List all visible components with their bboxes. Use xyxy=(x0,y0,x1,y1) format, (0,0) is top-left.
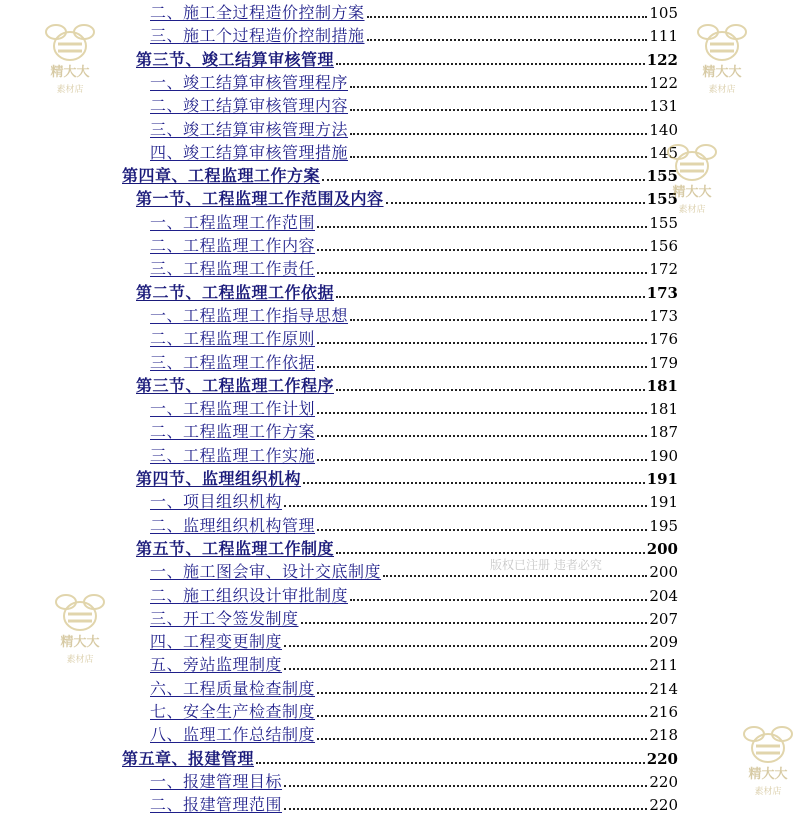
dot-leader xyxy=(350,319,647,321)
toc-entry-title[interactable]: 第四章、工程监理工作方案 xyxy=(122,166,321,186)
toc-entry-page-number: 179 xyxy=(649,353,678,372)
toc-entry-title[interactable]: 二、监理组织机构管理 xyxy=(150,515,316,535)
toc-entry-item[interactable] xyxy=(150,629,678,651)
watermark-logo xyxy=(48,590,112,668)
toc-entry-item[interactable] xyxy=(150,489,678,511)
toc-entry-page-number: 209 xyxy=(649,633,678,652)
toc-entry-page-number: 211 xyxy=(649,656,678,675)
toc-entry-page-number: 190 xyxy=(649,446,678,465)
toc-entry-item[interactable] xyxy=(150,350,678,372)
watermark-subtext: 素材店 xyxy=(56,85,84,95)
toc-entry-page-number: 200 xyxy=(646,539,678,558)
watermark-logo xyxy=(736,722,800,800)
toc-entry-page-number: 140 xyxy=(649,120,678,139)
dot-leader xyxy=(336,63,645,65)
watermark-text: 精大大 xyxy=(50,65,90,80)
toc-entry-item[interactable] xyxy=(150,326,678,348)
toc-entry-title[interactable]: 三、竣工结算审核管理方法 xyxy=(150,119,349,139)
toc-entry-page-number: 220 xyxy=(649,772,678,791)
toc-entry-page-number: 173 xyxy=(646,283,678,302)
toc-entry-chapter[interactable] xyxy=(122,746,678,768)
toc-entry-title[interactable]: 五、旁站监理制度 xyxy=(150,655,283,675)
toc-entry-title[interactable]: 二、工程监理工作内容 xyxy=(150,236,316,255)
watermark-text: 精大大 xyxy=(702,65,742,80)
toc-entry-title[interactable]: 四、竣工结算审核管理措施 xyxy=(150,142,349,162)
toc-entry-item[interactable] xyxy=(150,23,678,45)
toc-entry-page-number: 155 xyxy=(646,190,678,209)
toc-entry-page-number: 181 xyxy=(646,376,678,395)
dot-leader xyxy=(317,435,647,437)
toc-entry-title[interactable]: 第五节、工程监理工作制度 xyxy=(136,538,335,558)
toc-entry-title[interactable]: 第三节、竣工结算审核管理 xyxy=(136,49,335,69)
toc-entry-page-number: 220 xyxy=(649,796,678,814)
toc-entry-section[interactable] xyxy=(136,280,678,302)
dot-leader xyxy=(317,412,647,414)
toc-entry-page-number: 173 xyxy=(649,306,678,325)
toc-entry-section[interactable] xyxy=(136,466,678,488)
toc-entry-section[interactable] xyxy=(136,536,678,558)
dot-leader xyxy=(367,39,648,41)
toc-entry-title[interactable]: 第三节、工程监理工作程序 xyxy=(136,375,335,395)
toc-entry-item[interactable] xyxy=(150,606,678,628)
toc-entry-page-number: 191 xyxy=(649,493,678,512)
toc-entry-title[interactable]: 一、施工图会审、设计交底制度 xyxy=(150,562,382,582)
toc-entry-item[interactable] xyxy=(150,699,678,721)
toc-entry-page-number: 204 xyxy=(649,586,678,605)
dot-leader xyxy=(336,296,645,298)
toc-entry-item[interactable] xyxy=(150,513,678,535)
watermark-stamp: 版权已注册 违者必究 xyxy=(490,558,602,572)
dot-leader xyxy=(367,16,648,18)
dot-leader xyxy=(317,529,647,531)
toc-entry-item[interactable] xyxy=(150,70,678,92)
dot-leader xyxy=(350,86,647,88)
toc-entry-page-number: 220 xyxy=(646,749,678,768)
dot-leader xyxy=(317,738,647,740)
toc-entry-page-number: 218 xyxy=(649,726,678,745)
toc-entry-title[interactable]: 二、施工全过程造价控制方案 xyxy=(150,3,365,22)
dot-leader xyxy=(284,808,647,810)
toc-entry-section[interactable] xyxy=(136,47,678,69)
dot-leader xyxy=(317,342,647,344)
toc-entry-title[interactable]: 三、工程监理工作依据 xyxy=(150,352,316,372)
toc-entry-title[interactable]: 三、施工个过程造价控制措施 xyxy=(150,26,365,46)
dot-leader xyxy=(317,692,647,694)
bee-icon xyxy=(48,590,112,638)
toc-entry-title[interactable]: 二、施工组织设计审批制度 xyxy=(150,585,349,605)
toc-entry-title[interactable]: 二、报建管理范围 xyxy=(150,795,283,814)
toc-entry-page-number: 187 xyxy=(649,423,678,442)
toc-entry-item[interactable] xyxy=(150,140,678,162)
toc-entry-item[interactable] xyxy=(150,792,678,814)
dot-leader xyxy=(317,272,647,274)
toc-entry-title[interactable]: 三、工程监理工作责任 xyxy=(150,259,316,279)
dot-leader xyxy=(383,575,647,577)
dot-leader xyxy=(317,226,647,228)
toc-entry-item[interactable] xyxy=(150,0,678,22)
watermark-subtext: 素材店 xyxy=(708,85,736,95)
toc-entry-title[interactable]: 六、工程质量检查制度 xyxy=(150,678,316,698)
bee-icon xyxy=(736,722,800,770)
dot-leader xyxy=(386,202,645,204)
toc-entry-page-number: 214 xyxy=(649,679,678,698)
toc-entry-page-number: 131 xyxy=(649,97,678,116)
toc-entry-page-number: 207 xyxy=(649,609,678,628)
watermark-subtext: 素材店 xyxy=(66,655,94,665)
dot-leader xyxy=(317,459,647,461)
toc-entry-item[interactable] xyxy=(150,676,678,698)
toc-entry-item[interactable] xyxy=(150,233,678,255)
toc-entry-title[interactable]: 三、工程监理工作实施 xyxy=(150,445,316,465)
dot-leader xyxy=(284,785,647,787)
toc-entry-item[interactable] xyxy=(150,210,678,232)
dot-leader xyxy=(350,133,647,135)
watermark-subtext: 素材店 xyxy=(678,205,706,215)
toc-entry-item[interactable] xyxy=(150,769,678,791)
toc-entry-page-number: 195 xyxy=(649,516,678,535)
dot-leader xyxy=(284,505,647,507)
dot-leader xyxy=(301,622,648,624)
dot-leader xyxy=(350,156,647,158)
toc-entry-item[interactable] xyxy=(150,396,678,418)
toc-entry-section[interactable] xyxy=(136,186,678,208)
dot-leader xyxy=(336,389,645,391)
watermark-logo xyxy=(690,20,754,98)
toc-entry-chapter[interactable] xyxy=(122,163,678,185)
toc-entry-title[interactable]: 二、竣工结算审核管理内容 xyxy=(150,96,349,116)
watermark-logo xyxy=(660,140,724,218)
toc-entry-title[interactable]: 四、工程变更制度 xyxy=(150,632,283,652)
dot-leader xyxy=(317,715,647,717)
toc-entry-title[interactable]: 一、报建管理目标 xyxy=(150,771,283,791)
toc-entry-title[interactable]: 一、工程监理工作范围 xyxy=(150,212,316,232)
toc-entry-title[interactable]: 第四节、监理组织机构 xyxy=(136,469,302,488)
dot-leader xyxy=(317,366,647,368)
toc-entry-page-number: 191 xyxy=(646,470,678,488)
toc-entry-title[interactable]: 一、工程监理工作指导思想 xyxy=(150,305,349,325)
toc-entry-title[interactable]: 三、开工令签发制度 xyxy=(150,608,299,628)
dot-leader xyxy=(336,552,645,554)
watermark-logo xyxy=(38,20,102,98)
toc-entry-page-number: 145 xyxy=(649,143,678,162)
dot-leader xyxy=(256,762,645,764)
toc-entry-page-number: 181 xyxy=(649,400,678,419)
toc-entry-title[interactable]: 第二节、工程监理工作依据 xyxy=(136,282,335,302)
toc-entry-item[interactable] xyxy=(150,652,678,674)
toc-entry-title[interactable]: 第五章、报建管理 xyxy=(122,748,255,768)
toc-entry-page-number: 105 xyxy=(649,4,678,22)
toc-entry-page-number: 122 xyxy=(649,73,678,92)
dot-leader xyxy=(303,482,645,484)
watermark-text: 精大大 xyxy=(60,635,100,650)
watermark-text: 精大大 xyxy=(672,185,712,200)
watermark-text: 精大大 xyxy=(748,767,788,782)
dot-leader xyxy=(284,668,647,670)
toc-entry-title[interactable]: 一、项目组织机构 xyxy=(150,492,283,512)
toc-entry-item[interactable] xyxy=(150,117,678,139)
toc-entry-item[interactable] xyxy=(150,256,678,278)
dot-leader xyxy=(317,249,647,251)
toc-entry-page-number: 200 xyxy=(649,563,678,582)
toc-entry-title[interactable]: 一、工程监理工作计划 xyxy=(150,399,316,419)
toc-entry-title[interactable]: 第一节、工程监理工作范围及内容 xyxy=(136,189,384,209)
dot-leader xyxy=(284,645,647,647)
toc-entry-page-number: 176 xyxy=(649,330,678,349)
watermark-subtext: 素材店 xyxy=(754,787,782,797)
toc-entry-page-number: 155 xyxy=(646,167,678,186)
toc-entry-title[interactable]: 七、安全生产检查制度 xyxy=(150,702,316,721)
toc-entry-item[interactable] xyxy=(150,303,678,325)
toc-entry-title[interactable]: 二、工程监理工作方案 xyxy=(150,422,316,442)
toc-entry-page-number: 155 xyxy=(649,213,678,232)
toc-entry-item[interactable] xyxy=(150,443,678,465)
toc-entry-item[interactable] xyxy=(150,583,678,605)
toc-entry-title[interactable]: 二、工程监理工作原则 xyxy=(150,329,316,349)
toc-entry-item[interactable] xyxy=(150,419,678,441)
dot-leader xyxy=(322,179,645,181)
toc-entry-section[interactable] xyxy=(136,373,678,395)
toc-entry-item[interactable] xyxy=(150,722,678,744)
toc-entry-title[interactable]: 一、竣工结算审核管理程序 xyxy=(150,72,349,92)
bee-icon xyxy=(690,20,754,68)
bee-icon xyxy=(660,140,724,188)
toc-entry-title[interactable]: 八、监理工作总结制度 xyxy=(150,725,316,745)
toc-entry-page-number: 111 xyxy=(649,27,678,46)
toc-entry-page-number: 216 xyxy=(649,703,678,721)
dot-leader xyxy=(350,599,647,601)
toc-entry-page-number: 172 xyxy=(649,260,678,279)
dot-leader xyxy=(350,109,647,111)
toc-entry-page-number: 122 xyxy=(646,50,678,69)
toc-entry-page-number: 156 xyxy=(649,237,678,255)
toc-entry-item[interactable] xyxy=(150,93,678,115)
bee-icon xyxy=(38,20,102,68)
